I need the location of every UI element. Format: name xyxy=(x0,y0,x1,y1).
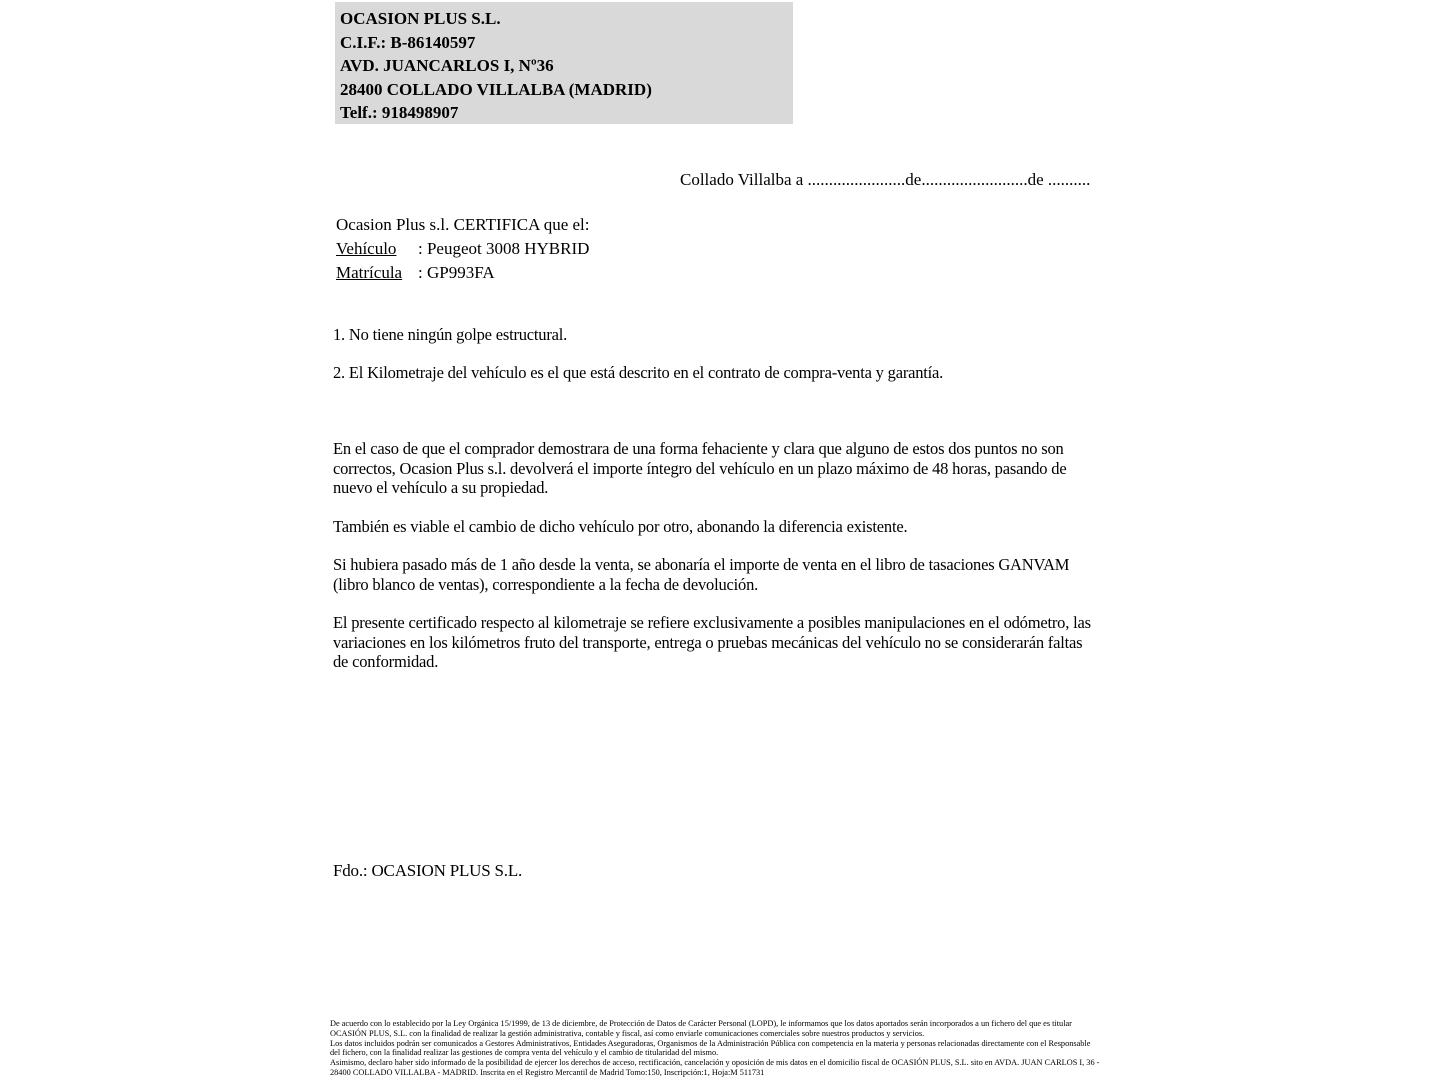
paragraph-odometer: El presente certificado respecto al kilometraje se refiere exclusivamente a posibles manipulaciones en el odómetro, las variaciones en los kilómetros fruto del transporte, entrega o pruebas mecánicas del vehículo no se considerarán faltas de conformidad. xyxy=(333,613,1091,671)
point-2: 2. El Kilometraje del vehículo es el que está descrito en el contrato de compra-venta y garantía. xyxy=(333,363,944,382)
company-city: 28400 COLLADO VILLALBA (MADRID) xyxy=(340,79,652,99)
signature-line: Fdo.: OCASION PLUS S.L. xyxy=(333,861,523,880)
company-name: OCASION PLUS S.L. xyxy=(340,9,501,28)
vehicle-label-cell xyxy=(336,237,418,261)
legal-fine-print xyxy=(330,1019,1102,1078)
legal-paragraph-lopd: De acuerdo con lo establecido por la Ley Orgánica 15/1999, de 13 de diciembre, de Protección de Datos de Carácter Personal (LOPD), le informamos que los datos aportados serán incorporados a un fichero del que es titular OCASIÓN PLUS, S.L. con la finalidad de realizar la gestión administrativa, contable y fiscal, así como enviarle comunicaciones comerciales sobre nuestros productos y servicios. xyxy=(330,1019,1072,1038)
legal-paragraph-data-sharing: Los datos incluidos podrán ser comunicados a Gestores Administrativos, Entidades Aseguradoras, Organismos de la Administración Pública con competencia en la materia y personas relacionadas directamente con el Responsable del fichero, con la finalidad realizar las gestiones de compra venta del vehículo y el cambio de titularidad del mismo. xyxy=(330,1038,1091,1058)
plate-label-cell xyxy=(336,261,418,285)
company-address: AVD. JUANCARLOS I, Nº36 xyxy=(340,56,554,75)
company-phone: Telf.: 918498907 xyxy=(340,103,459,122)
plate-value: : GP993FA xyxy=(418,263,495,282)
legal-paragraph-rights: Asimismo, declaro haber sido informado de la posibilidad de ejercer los derechos de acceso, rectificación, cancelación y oposición de mis datos en el domicilio fiscal de OCASIÓN PLUS, S.L. sito en AVDA. JUAN CARLOS I, 36 - 28400 COLLADO VILLALBA - MADRID. Inscrita en el Registro Mercantil de Madrid Tomo:150, Inscripción:1, Hoja:M 511731 xyxy=(330,1058,1100,1077)
company-cif: C.I.F.: B-86140597 xyxy=(340,32,476,52)
vehicle-label: Vehículo xyxy=(336,239,397,258)
certify-intro: Ocasion Plus s.l. CERTIFICA que el: xyxy=(336,215,590,234)
company-header-box xyxy=(335,2,793,124)
vehicle-value: : Peugeot 3008 HYBRID xyxy=(418,239,590,258)
plate-label: Matrícula xyxy=(336,263,403,282)
certify-block xyxy=(336,213,590,285)
plate-row xyxy=(336,261,590,285)
paragraph-refund: En el caso de que el comprador demostrara de una forma fehaciente y clara que alguno de estos dos puntos no son correctos, Ocasion Plus s.l. devolverá el importe íntegro del vehículo en un plazo máximo de 48 horas, pasando de nuevo el vehículo a su propiedad. xyxy=(333,439,1067,497)
date-line: Collado Villalba a .......................de.........................de .......... xyxy=(680,170,1091,189)
paragraph-ganvam: Si hubiera pasado más de 1 año desde la venta, se abonaría el importe de venta en el libro de tasaciones GANVAM (libro blanco de ventas), correspondiente a la fecha de devolución. xyxy=(333,555,1070,594)
point-1: 1. No tiene ningún golpe estructural. xyxy=(333,325,568,344)
vehicle-row xyxy=(336,237,590,261)
body-paragraphs xyxy=(333,439,1097,691)
paragraph-exchange: También es viable el cambio de dicho vehículo por otro, abonando la diferencia existente. xyxy=(333,516,908,536)
